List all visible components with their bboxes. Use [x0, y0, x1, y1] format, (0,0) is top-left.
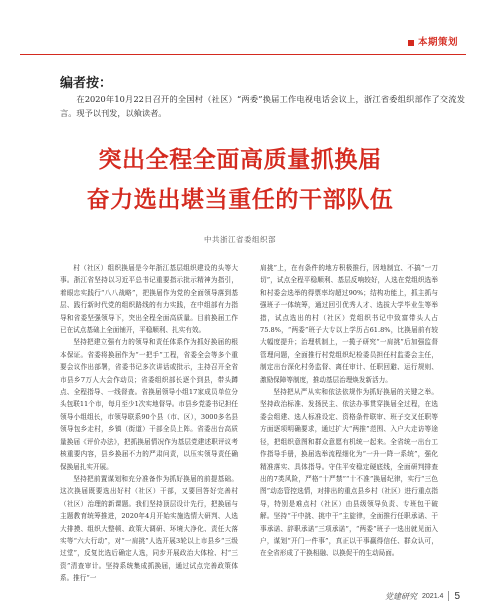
section-marker-square	[408, 40, 414, 46]
section-tag	[408, 37, 458, 49]
editor-note-label: 编者按：	[60, 76, 113, 91]
page-number: 5	[454, 590, 460, 602]
body-paragraph: 坚持把建立强有力的领导和责任体系作为抓好换届的根本保证。省委将换届作为“一把手”工程，省委全会等多个重要会议作出部署，省委书记多次讲话或批示，主持召开全省市县乡7万人大会作动员；省委组织部长逐个到县，带头蹲点、全程指导、一线督查。省换届领导小组17家成员单位分头包联11个市，每月至少1次实地督导。市县乡党委书记担任领导小组组长，市领导联系90个县（市、区），3000多名县领导包乡走村，乡镇（街道）干部全员上阵。省委出台高质量换届《评价办法》，把抓换届情况作为基层党建述职评议考核重要内容，县乡换届不力的严肃问责，以压实领导责任确保换届扎实开展。	[60, 338, 238, 471]
article-title-line-1: 突出全程全面高质量抓换届	[98, 147, 382, 173]
magazine-name: 党建研究	[385, 591, 418, 601]
body-column-right	[260, 262, 438, 560]
body-paragraph: 坚持把从严从实和依法依规作为抓好换届的关键之举。坚持政治标准、发扬民主、依法办事贯穿换届全过程，在选委会组建、选人标准设定、资格条件联审、班子交叉任职等方面逐项明确要求，通过扩大“两推”范围、入户大走访等途径，把组织意图和群众意愿有机统一起来。全省统一出台工作指导手册，换届选举流程细化为“一升一降一系统”，强化精准落实、具体指导。守住平安稳定硬底线，全面研判排查出的7类风险，严格“十严禁”“十不准”换届纪律，实行“三色图”动态管控选情，对排出的重点县乡村（社区）进行重点指导，特别是难点村（社区）由县级领导负责、专班包干破解。坚持“干中挑、挑中干”主旋律，全面推行任职承诺、干事承诺、辞职承诺“三项承诺”，“两委”班子一选出就见面入户，谋划“开门一件事”，真正以干事赢得信任、群众认可，在全省形成了干换相融、以换促干的生动局面。	[260, 388, 438, 558]
issue-number: 2021.4	[422, 592, 444, 600]
article-title-line-2: 奋力选出堪当重任的干部队伍	[86, 187, 394, 213]
footer-divider	[448, 591, 449, 601]
body-column-left	[60, 262, 238, 585]
body-paragraph: 坚持把前置谋划和充分准备作为抓好换届的前提基础。这次换届既要选出好村（社区）干部，又要回答好完善村（社区）治理的新课题。我们坚持顶层设计先行，把换届与主题教育统筹推进，2020年4月开始实施选情大研判、人选大排摸、组织大整顿、政策大调研、环境大净化、责任大落实等“六大行动”，对“一肩挑”人选开展3轮以上市县乡“三级过堂”，反复比选后确定人选，同步开展政治大体检、村“三资”清查审计。坚持系统集成抓换届，通过试点完善政策体系。推行“一	[60, 474, 238, 583]
body-paragraph-continued: 肩挑”上，在有条件的地方积极推行，因地制宜、不搞“一刀切”，试点全程平稳顺利、基层反响较好，人选在党组织选举和村委会选举的得票率均超过90%；结构功能上，抓主抓与强班子一体统筹，通过回引优秀人才、选拔大学毕业生等举措，试点选出的村（社区）党组织书记中致富带头人占75.8%，“两委”班子大专以上学历占61.8%，比换届前有较大幅度提升；治理机制上，一揽子研究“一肩挑”后加强监督管理问题，全面推行村党组织纪检委员担任村监委会主任，制定出台深化村务监督、离任审计、任职回避、运行规则、激励保障等制度，推动基层治理焕发新活力。	[260, 264, 438, 384]
body-paragraph: 村（社区）组织换届是今年浙江基层组织建设的头等大事。浙江省坚持以习近平总书记重要指示批示精神为指引，着眼忠实践行“八八战略”，把换届作为党的全面领导落到基层、践行新时代党的组织路线的有力实践，在中组部有力指导和省委坚强领导下，突出全程全面高质量。目前换届工作已在试点基础上全面铺开，平稳顺利、扎实有效。	[60, 264, 238, 335]
page-footer	[385, 590, 460, 602]
header-divider	[20, 54, 466, 55]
section-label: 本期策划	[417, 37, 458, 48]
article-author: 中共浙江省委组织部	[204, 235, 276, 244]
editor-note-text: 在2020年10月22日召开的全国村（社区）“两委”换届工作电视电话会议上，浙江省委组织部作了交流发言。现予以刊发，以飨读者。	[60, 94, 465, 118]
